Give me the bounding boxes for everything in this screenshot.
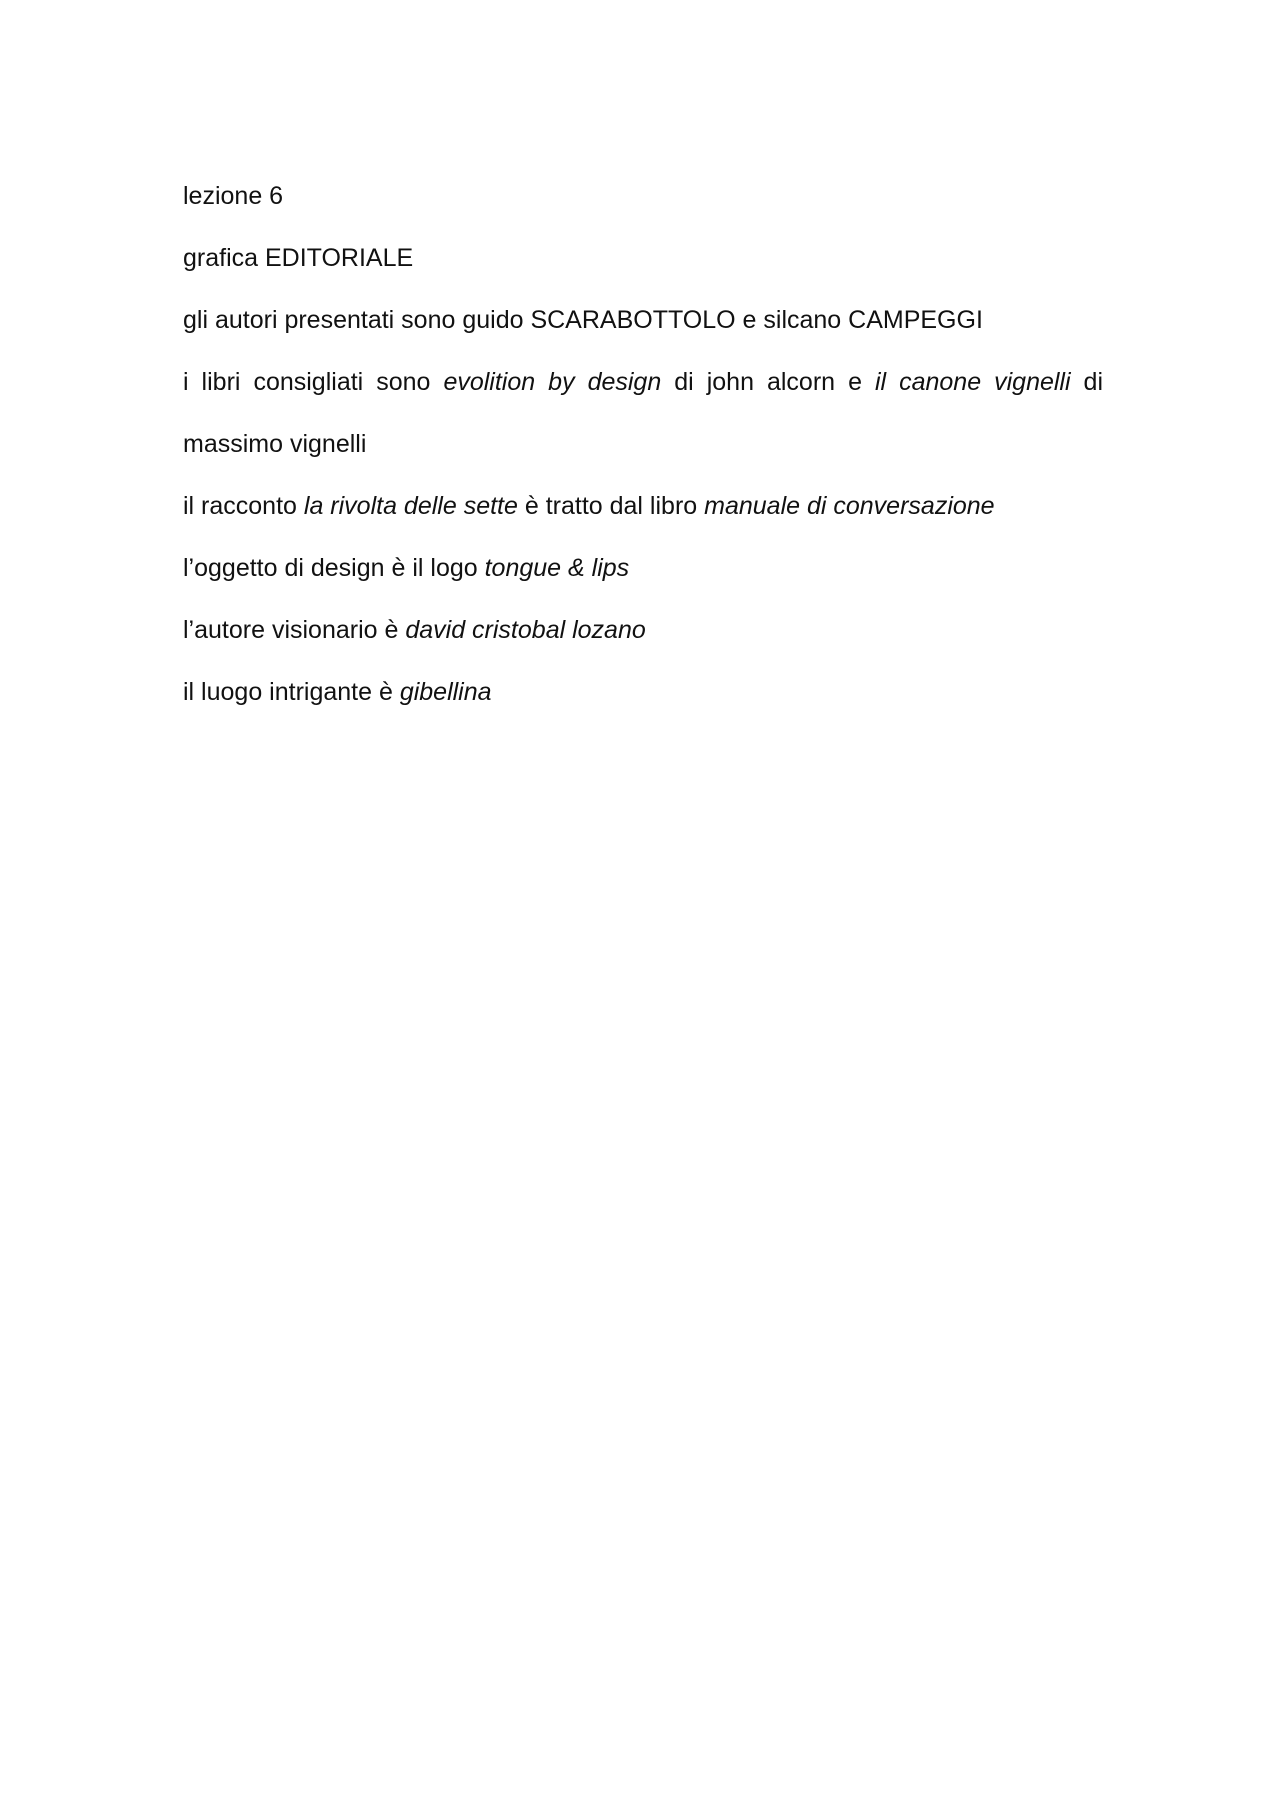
- recommended-books-line: [183, 367, 1103, 397]
- text-segment: l’autore visionario è: [183, 616, 406, 644]
- text-segment: il luogo intrigante è: [183, 678, 400, 706]
- text-segment: i libri consigliati sono: [183, 368, 444, 396]
- book-title-1: evolition by design: [443, 368, 662, 396]
- text-segment: di john alcorn e: [661, 368, 875, 396]
- logo-name: tongue & lips: [484, 554, 630, 582]
- text-segment: è tratto dal libro: [517, 492, 705, 520]
- source-book-title: manuale di conversazione: [704, 492, 995, 520]
- text-segment: l’oggetto di design è il logo: [183, 554, 485, 582]
- story-title: la rivolta delle sette: [303, 492, 518, 520]
- text-segment: di: [1070, 368, 1104, 396]
- intriguing-place-line: [183, 677, 1103, 707]
- visionary-author-line: [183, 615, 1103, 645]
- book-title-2: il canone vignelli: [874, 368, 1071, 396]
- text-segment: il racconto: [183, 492, 304, 520]
- document-body: [183, 181, 1103, 739]
- story-line: [183, 491, 1103, 521]
- recommended-books-line-continued: massimo vignelli: [183, 430, 367, 458]
- design-object-line: [183, 553, 1103, 583]
- authors-line: gli autori presentati sono guido SCARABOTTOLO e silcano CAMPEGGI: [183, 306, 983, 334]
- place-name: gibellina: [399, 678, 492, 706]
- lesson-topic: grafica EDITORIALE: [183, 244, 414, 272]
- lesson-number: lezione 6: [183, 182, 284, 210]
- visionary-author-name: david cristobal lozano: [405, 616, 646, 644]
